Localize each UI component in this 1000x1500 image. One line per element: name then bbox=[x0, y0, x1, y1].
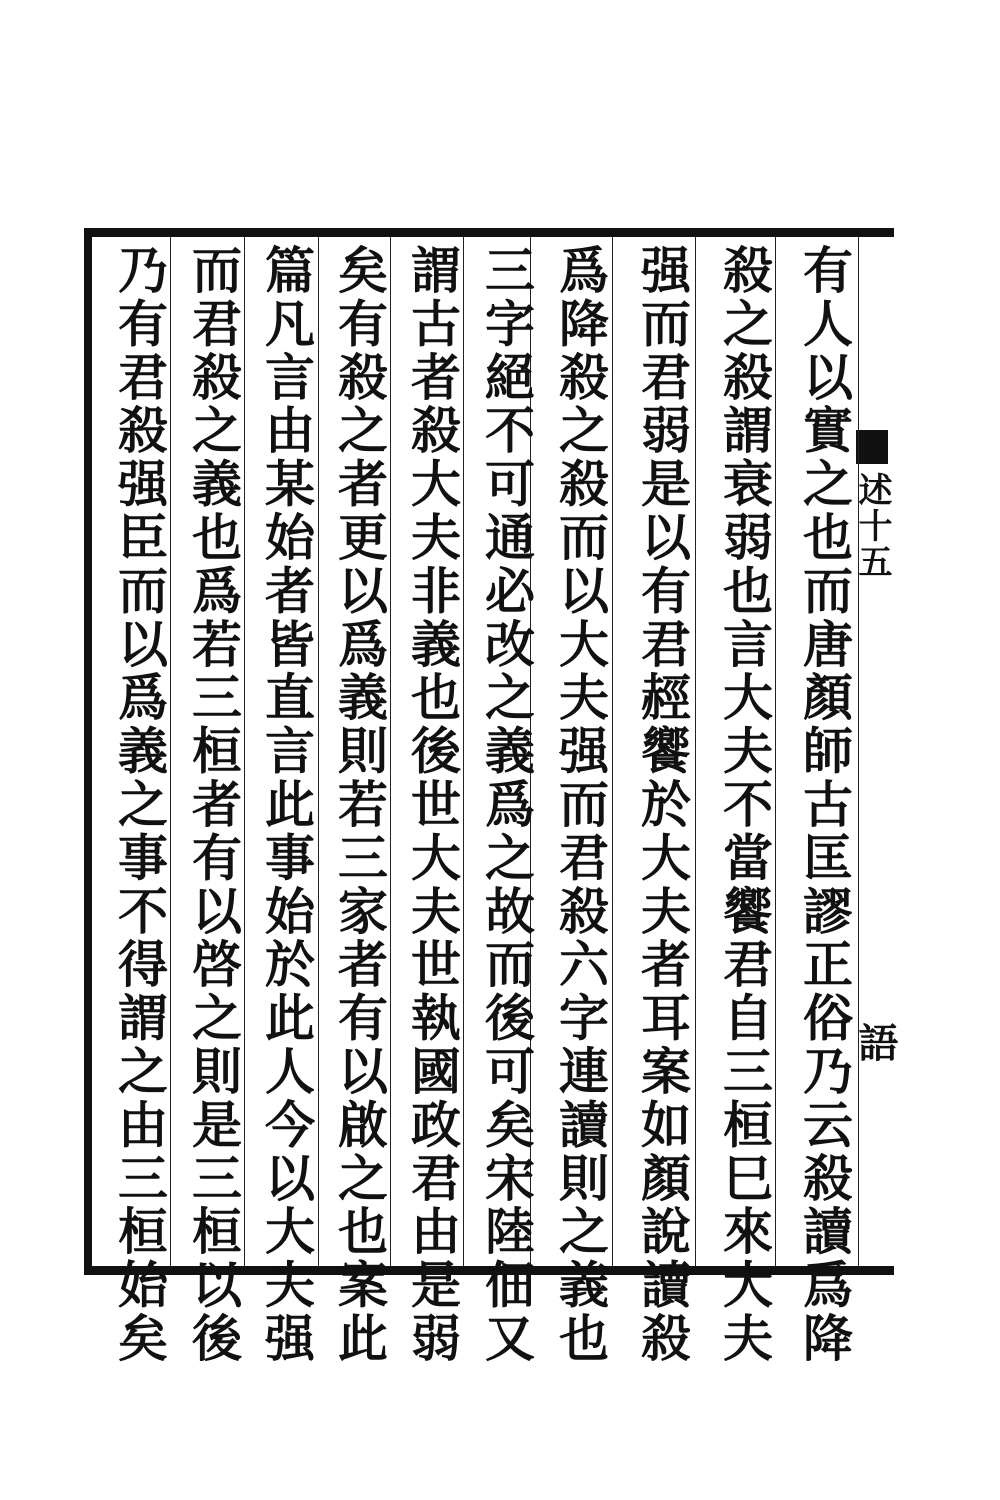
text-column-4: 爲降殺之殺而以大夫强而君殺六字連讀則之義也 bbox=[551, 244, 610, 1366]
text-column-5: 三字絕不可通必改之義爲之故而後可矣宋陸佃又 bbox=[477, 244, 536, 1366]
text-column-8: 篇凡言由某始者皆直言此事始於此人今以大夫强 bbox=[257, 244, 316, 1366]
text-column-7: 矣有殺之者更以爲義則若三家者有以啟之也案此 bbox=[330, 244, 389, 1366]
text-column-10: 乃有君殺强臣而以爲義之事不得謂之由三桓始矣 bbox=[110, 244, 169, 1366]
text-column-3: 强而君弱是以有君䞓饗於大夫者耳案如顏說讀殺 bbox=[633, 244, 692, 1366]
text-column-2: 殺之殺謂衰弱也言大夫不當饗君自三桓巳來大夫 bbox=[715, 244, 774, 1366]
text-column-9: 而君殺之義也爲若三桓者有以啓之則是三桓以後 bbox=[184, 244, 243, 1366]
banner-text: 述十五 bbox=[852, 472, 892, 580]
text-column-6: 謂古者殺大夫非義也後世大夫世執國政君由是弱 bbox=[403, 244, 462, 1366]
page-edge-mark: 語 bbox=[852, 1022, 899, 1062]
text-column-1: 有人以實之也而唐顏師古匡謬正俗乃云殺讀爲降 bbox=[795, 244, 854, 1366]
